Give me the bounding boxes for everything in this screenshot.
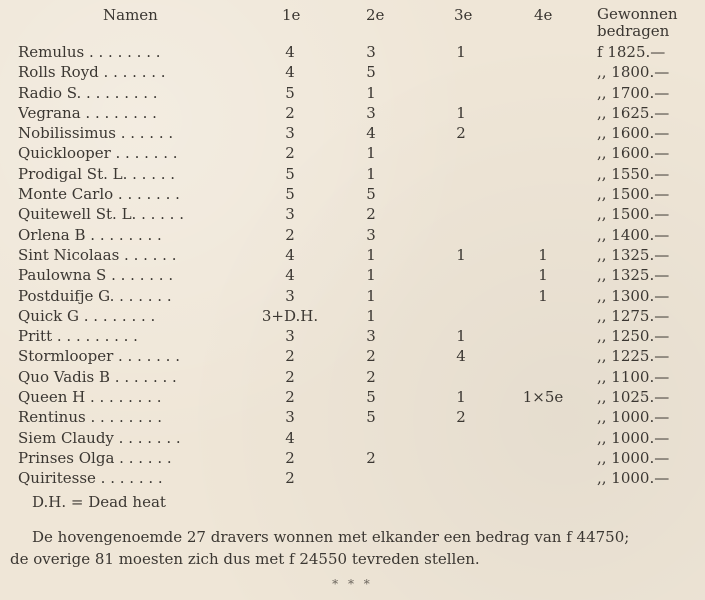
table-row <box>0 448 705 468</box>
table-row <box>0 83 705 103</box>
horse-name: Siem Claudy . . . . . . . <box>18 428 181 447</box>
first-place-count: 4 <box>285 245 295 264</box>
horse-name: Quitewell St. L. . . . . . <box>18 205 184 224</box>
header-amount: Gewonnen bedragen <box>597 5 678 40</box>
winnings-amount: ,, 1225.— <box>597 347 670 366</box>
third-place-count: 1 <box>456 388 466 407</box>
first-place-count: 3 <box>285 205 295 224</box>
table-row <box>0 326 705 346</box>
first-place-count: 2 <box>285 225 295 244</box>
fourth-place-count: 1×5e <box>522 388 564 407</box>
second-place-count: 3 <box>366 43 376 61</box>
second-place-count: 2 <box>366 347 376 366</box>
table-row <box>0 428 705 448</box>
first-place-count: 4 <box>285 428 295 447</box>
horse-name: Sint Nicolaas . . . . . . <box>18 245 177 264</box>
table-row <box>0 387 705 407</box>
first-place-count: 2 <box>285 367 295 386</box>
second-place-count: 1 <box>366 286 376 305</box>
second-place-count: 5 <box>366 63 376 82</box>
winnings-amount: ,, 1025.— <box>597 388 670 407</box>
table-row <box>0 184 705 204</box>
horse-name: Nobilissimus . . . . . . <box>18 124 174 143</box>
third-place-count: 4 <box>456 347 466 366</box>
winnings-amount: ,, 1000.— <box>597 448 670 467</box>
winnings-amount: ,, 1625.— <box>597 103 670 122</box>
second-place-count: 3 <box>366 225 376 244</box>
horse-name: Vegrana . . . . . . . . <box>18 103 157 122</box>
horse-name: Stormlooper . . . . . . . <box>18 347 180 366</box>
second-place-count: 1 <box>366 164 376 183</box>
table-body <box>0 42 705 489</box>
first-place-count: 2 <box>285 144 295 163</box>
second-place-count: 1 <box>366 83 376 102</box>
table-row <box>0 346 705 366</box>
table-row <box>0 103 705 123</box>
winnings-amount: ,, 1000.— <box>597 469 670 488</box>
second-place-count: 1 <box>366 245 376 264</box>
winnings-amount: ,, 1000.— <box>597 408 670 427</box>
first-place-count: 3+D.H. <box>261 306 319 325</box>
second-place-count: 3 <box>366 103 376 122</box>
second-place-count: 5 <box>366 408 376 427</box>
horse-name: Quiritesse . . . . . . . <box>18 469 163 488</box>
table-row <box>0 62 705 82</box>
horse-name: Rentinus . . . . . . . . <box>18 408 162 427</box>
first-place-count: 4 <box>285 266 295 285</box>
horse-name: Prodigal St. L. . . . . . <box>18 164 176 183</box>
third-place-count: 2 <box>456 124 466 143</box>
winnings-amount: ,, 1700.— <box>597 83 670 102</box>
winnings-amount: ,, 1400.— <box>597 225 670 244</box>
winnings-amount: f 1825.— <box>597 43 666 61</box>
horse-name: Paulowna S . . . . . . . <box>18 266 174 285</box>
winnings-amount: ,, 1600.— <box>597 124 670 143</box>
table-row <box>0 367 705 387</box>
header-fourth: 4e <box>534 6 553 24</box>
horse-name: Prinses Olga . . . . . . <box>18 448 172 467</box>
header-second: 2e <box>366 6 385 24</box>
winnings-amount: ,, 1000.— <box>597 428 670 447</box>
horse-name: Monte Carlo . . . . . . . <box>18 185 180 204</box>
first-place-count: 2 <box>285 469 295 488</box>
table-row <box>0 42 705 62</box>
third-place-count: 2 <box>456 408 466 427</box>
second-place-count: 1 <box>366 144 376 163</box>
table-row <box>0 286 705 306</box>
first-place-count: 4 <box>285 63 295 82</box>
fourth-place-count: 1 <box>538 286 548 305</box>
first-place-count: 4 <box>285 43 295 61</box>
summary-line-2: de overige 81 moesten zich dus met f 24550 tevreden stellen. <box>10 550 480 568</box>
third-place-count: 1 <box>456 43 466 61</box>
first-place-count: 5 <box>285 185 295 204</box>
table-row <box>0 123 705 143</box>
winnings-amount: ,, 1275.— <box>597 306 670 325</box>
horse-name: Pritt . . . . . . . . . <box>18 327 138 346</box>
header-third: 3e <box>454 6 473 24</box>
table-row <box>0 143 705 163</box>
first-place-count: 2 <box>285 388 295 407</box>
table-row <box>0 164 705 184</box>
second-place-count: 5 <box>366 185 376 204</box>
table-row <box>0 306 705 326</box>
fourth-place-count: 1 <box>538 266 548 285</box>
second-place-count: 1 <box>366 306 376 325</box>
summary-paragraph <box>10 526 700 570</box>
winnings-amount: ,, 1550.— <box>597 164 670 183</box>
table-row <box>0 245 705 265</box>
horse-name: Radio S. . . . . . . . . <box>18 83 158 102</box>
winnings-amount: ,, 1500.— <box>597 185 670 204</box>
footnote: D.H. = Dead heat <box>32 493 166 511</box>
second-place-count: 1 <box>366 266 376 285</box>
winnings-amount: ,, 1600.— <box>597 144 670 163</box>
first-place-count: 5 <box>285 83 295 102</box>
table-row <box>0 468 705 488</box>
horse-name: Remulus . . . . . . . . <box>18 43 161 61</box>
first-place-count: 2 <box>285 448 295 467</box>
first-place-count: 3 <box>285 124 295 143</box>
table-header <box>0 0 705 44</box>
horse-name: Quick G . . . . . . . . <box>18 306 156 325</box>
winnings-amount: ,, 1325.— <box>597 266 670 285</box>
second-place-count: 2 <box>366 448 376 467</box>
first-place-count: 3 <box>285 408 295 427</box>
table-row <box>0 204 705 224</box>
second-place-count: 3 <box>366 327 376 346</box>
horse-name: Quicklooper . . . . . . . <box>18 144 178 163</box>
fourth-place-count: 1 <box>538 245 548 264</box>
first-place-count: 3 <box>285 286 295 305</box>
second-place-count: 2 <box>366 205 376 224</box>
winnings-amount: ,, 1500.— <box>597 205 670 224</box>
first-place-count: 5 <box>285 164 295 183</box>
second-place-count: 2 <box>366 367 376 386</box>
winnings-amount: ,, 1300.— <box>597 286 670 305</box>
horse-name: Orlena B . . . . . . . . <box>18 225 162 244</box>
winnings-amount: ,, 1100.— <box>597 367 670 386</box>
header-name: Namen <box>103 6 158 24</box>
table-row <box>0 225 705 245</box>
second-place-count: 5 <box>366 388 376 407</box>
horse-name: Queen H . . . . . . . . <box>18 388 162 407</box>
horse-name: Quo Vadis B . . . . . . . <box>18 367 177 386</box>
table-row <box>0 407 705 427</box>
horse-name: Rolls Royd . . . . . . . <box>18 63 166 82</box>
first-place-count: 2 <box>285 347 295 366</box>
horse-name: Postduifje G. . . . . . . <box>18 286 172 305</box>
third-place-count: 1 <box>456 103 466 122</box>
header-first: 1e <box>282 6 301 24</box>
section-separator: * * * <box>332 577 373 591</box>
first-place-count: 2 <box>285 103 295 122</box>
first-place-count: 3 <box>285 327 295 346</box>
table-row <box>0 265 705 285</box>
summary-line-1: De hovengenoemde 27 dravers wonnen met elkander een bedrag van f 44750; <box>32 528 630 546</box>
winnings-amount: ,, 1800.— <box>597 63 670 82</box>
third-place-count: 1 <box>456 245 466 264</box>
winnings-amount: ,, 1250.— <box>597 327 670 346</box>
winnings-amount: ,, 1325.— <box>597 245 670 264</box>
second-place-count: 4 <box>366 124 376 143</box>
third-place-count: 1 <box>456 327 466 346</box>
